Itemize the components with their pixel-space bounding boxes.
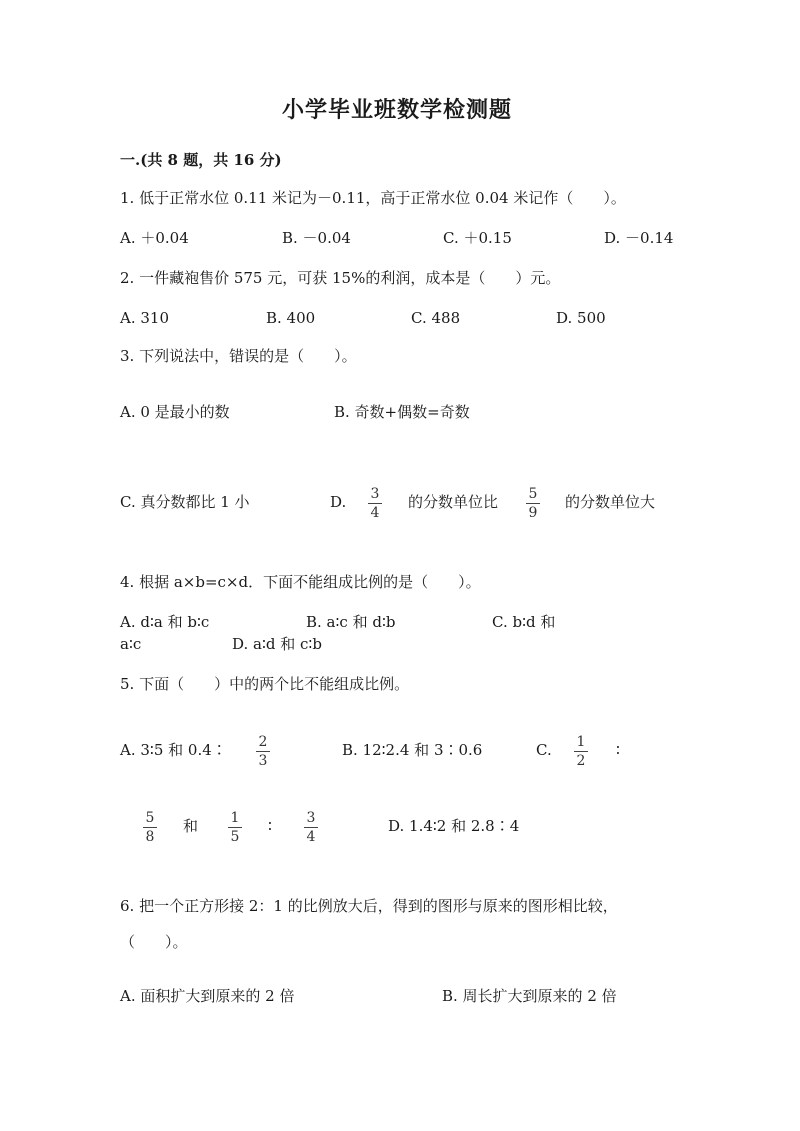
- question-3-option-d-text-1: 的分数单位比: [408, 493, 499, 511]
- fraction-numerator: 3: [370, 486, 380, 502]
- question-6-option-b[interactable]: B. 周长扩大到原来的 2 倍: [442, 987, 617, 1005]
- fraction-denominator: 2: [576, 753, 586, 769]
- question-4-stem: 4. 根据 a×b=c×d．下面不能组成比例的是（ ）。: [120, 573, 481, 591]
- question-4-option-c-cont: a∶c: [120, 635, 142, 653]
- question-3-option-a[interactable]: A. 0 是最小的数: [120, 403, 230, 421]
- question-4-option-d[interactable]: D. a∶d 和 c∶b: [232, 635, 322, 653]
- fraction-1-5: [228, 810, 242, 845]
- fraction-denominator: 5: [230, 829, 240, 845]
- fraction-denominator: 9: [528, 505, 538, 521]
- question-5-option-b[interactable]: B. 12∶2.4 和 3∶0.6: [342, 741, 483, 759]
- question-4-option-a[interactable]: A. d∶a 和 b∶c: [120, 613, 210, 631]
- question-3-option-d-label[interactable]: D.: [330, 493, 347, 511]
- question-5-option-d[interactable]: D. 1.4∶2 和 2.8∶4: [388, 817, 520, 835]
- question-1-option-b[interactable]: B. －0.04: [282, 229, 351, 247]
- question-4-option-c[interactable]: C. b∶d 和: [492, 613, 556, 631]
- question-5-option-a[interactable]: A. 3∶5 和 0.4∶: [120, 741, 227, 759]
- question-6-option-a[interactable]: A. 面积扩大到原来的 2 倍: [120, 987, 295, 1005]
- question-3-stem: 3. 下列说法中，错误的是（ ）。: [120, 347, 357, 365]
- fraction-1-2: [574, 734, 588, 769]
- question-2-option-d[interactable]: D. 500: [556, 309, 606, 327]
- conjunction-text: 和: [183, 817, 199, 835]
- fraction-denominator: 4: [370, 505, 380, 521]
- ratio-colon: ∶: [268, 817, 272, 835]
- fraction-numerator: 5: [528, 486, 538, 502]
- fraction-3-4: [368, 486, 382, 521]
- question-3-option-d-text-2: 的分数单位大: [565, 493, 656, 511]
- question-2-option-c[interactable]: C. 488: [411, 309, 461, 327]
- question-6-stem: 6. 把一个正方形接 2：1 的比例放大后，得到的图形与原来的图形相比较，: [120, 897, 618, 915]
- fraction-denominator: 3: [258, 753, 268, 769]
- question-2-stem: 2. 一件藏袍售价 575 元，可获 15%的利润，成本是（ ）元。: [120, 269, 561, 287]
- fraction-2-3: [256, 734, 270, 769]
- ratio-colon: ∶: [616, 741, 620, 759]
- question-2-option-a[interactable]: A. 310: [120, 309, 169, 327]
- question-4-option-b[interactable]: B. a∶c 和 d∶b: [306, 613, 396, 631]
- fraction-numerator: 1: [576, 734, 586, 750]
- fraction-3-4: [304, 810, 318, 845]
- fraction-numerator: 3: [306, 810, 316, 826]
- fraction-denominator: 8: [145, 829, 155, 845]
- page-title: 小学毕业班数学检测题: [282, 97, 513, 123]
- fraction-5-9: [526, 486, 540, 521]
- question-2-option-b[interactable]: B. 400: [266, 309, 316, 327]
- fraction-denominator: 4: [306, 829, 316, 845]
- fraction-5-8: [143, 810, 157, 845]
- question-1-stem: 1. 低于正常水位 0.11 米记为－0.11，高于正常水位 0.04 米记作（ ）。: [120, 189, 626, 207]
- fraction-numerator: 5: [145, 810, 155, 826]
- question-1-option-c[interactable]: C. ＋0.15: [443, 229, 512, 247]
- fraction-numerator: 2: [258, 734, 268, 750]
- question-6-stem-cont: （ ）。: [120, 933, 188, 951]
- question-1-option-a[interactable]: A. ＋0.04: [120, 229, 189, 247]
- question-5-stem: 5. 下面（ ）中的两个比不能组成比例。: [120, 675, 410, 693]
- question-1-option-d[interactable]: D. －0.14: [604, 229, 674, 247]
- question-5-option-c-label[interactable]: C.: [536, 741, 552, 759]
- question-3-option-c[interactable]: C. 真分数都比 1 小: [120, 493, 250, 511]
- fraction-numerator: 1: [230, 810, 240, 826]
- section-header: 一.(共 8 题，共 16 分): [120, 151, 282, 169]
- question-3-option-b[interactable]: B. 奇数+偶数=奇数: [334, 403, 470, 421]
